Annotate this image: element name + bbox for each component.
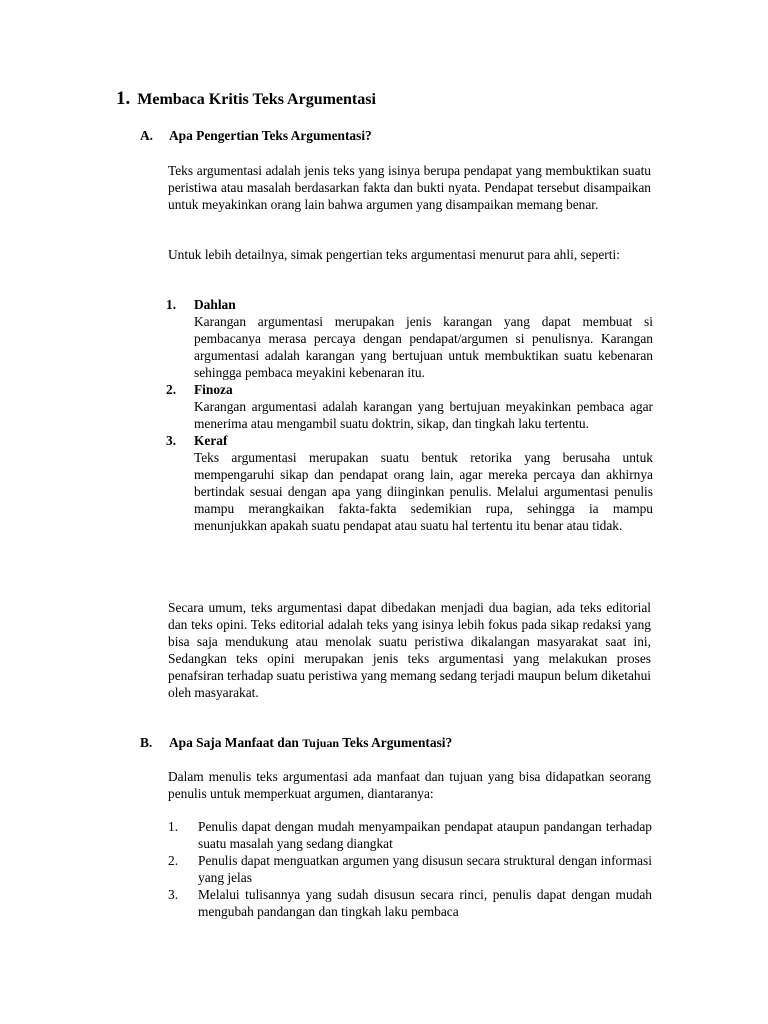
- section-a-paragraph-1: Teks argumentasi adalah jenis teks yang isinya berupa pendapat yang membuktikan suatu peristiwa atau masalah berdasarkan fakta dan bukti nyata. Pendapat tersebut disampaikan untuk meyakinkan orang lain bahwa argumen yang disampaikan memang benar.: [168, 163, 651, 212]
- expert-name: Keraf: [194, 433, 228, 448]
- title-text: Membaca Kritis Teks Argumentasi: [137, 91, 376, 108]
- list-item-number: 1.: [166, 297, 177, 312]
- experts-list: [166, 296, 653, 534]
- section-b-paragraph-1: Dalam menulis teks argumentasi ada manfaat dan tujuan yang bisa didapatkan seorang penulis untuk memperkuat argumen, diantaranya:: [168, 769, 651, 801]
- expert-definition: Karangan argumentasi adalah karangan yang bertujuan meyakinkan pembaca agar menerima atau mengambil suatu doktrin, sikap, dan tingkah laku tertentu.: [194, 399, 653, 431]
- benefits-list: [168, 818, 652, 920]
- benefit-text: Melalui tulisannya yang sudah disusun secara rinci, penulis dapat dengan mudah mengubah pandangan dan tingkah laku pembaca: [198, 887, 652, 919]
- list-item-number: 3.: [166, 433, 177, 448]
- section-a-letter: A.: [140, 128, 154, 143]
- benefit-text: Penulis dapat menguatkan argumen yang disusun secara struktural dengan informasi yang jelas: [198, 853, 652, 885]
- section-b-heading-part3: Teks Argumentasi?: [339, 735, 453, 750]
- list-item-number: 1.: [168, 819, 179, 834]
- expert-name: Finoza: [194, 382, 233, 397]
- list-item-number: 2.: [166, 382, 177, 397]
- list-item: [168, 886, 652, 920]
- section-b-heading-part2: Tujuan: [302, 736, 340, 750]
- section-b-heading-part1: Apa Saja Manfaat dan: [169, 735, 303, 750]
- list-item: [166, 432, 653, 534]
- list-item: [166, 296, 653, 381]
- section-b-heading: [140, 734, 452, 752]
- benefit-text: Penulis dapat dengan mudah menyampaikan pendapat ataupun pandangan terhadap suatu masalah yang sedang diangkat: [198, 819, 652, 851]
- list-item-number: 3.: [168, 887, 179, 902]
- section-b-letter: B.: [140, 735, 153, 750]
- expert-name: Dahlan: [194, 297, 236, 312]
- section-a-heading: [140, 127, 372, 144]
- section-a-paragraph-3: Secara umum, teks argumentasi dapat dibedakan menjadi dua bagian, ada teks editorial dan teks opini. Teks editorial adalah teks yang isinya lebih fokus pada sikap redaksi yang bisa saja mendukung atau menolak suatu peristiwa dikalangan masyarakat saat ini, Sedangkan teks opini merupakan jenis teks argumentasi yang melakukan proses penafsiran terhadap suatu peristiwa yang memang sedang terjadi maupun belum diketahui oleh masyarakat.: [168, 600, 651, 700]
- page-title: [116, 89, 376, 110]
- section-a-heading-text: Apa Pengertian Teks Argumentasi?: [169, 128, 372, 143]
- section-a-paragraph-2: Untuk lebih detailnya, simak pengertian teks argumentasi menurut para ahli, seperti:: [168, 247, 620, 262]
- expert-definition: Karangan argumentasi merupakan jenis karangan yang dapat membuat si pembacanya merasa percaya dengan pendapat/argumen si penulisnya. Karangan argumentasi adalah karangan yang bertujuan untuk membuktikan suatu kebenaran sehingga pembaca meyakini kebenaran itu.: [194, 314, 653, 380]
- list-item: [166, 381, 653, 432]
- expert-definition: Teks argumentasi merupakan suatu bentuk retorika yang berusaha untuk mempengaruhi sikap dan pendapat orang lain, agar mereka percaya dan akhirnya bertindak sesuai dengan apa yang diinginkan penulis. Melalui argumentasi penulis mampu merangkaikan fakta-fakta sedemikian rupa, sehingga ia mampu menunjukkan apakah suatu pendapat atau suatu hal tertentu itu benar atau tidak.: [194, 450, 653, 533]
- list-item: [168, 852, 652, 886]
- list-item: [168, 818, 652, 852]
- list-item-number: 2.: [168, 853, 179, 868]
- title-number: 1.: [116, 88, 131, 109]
